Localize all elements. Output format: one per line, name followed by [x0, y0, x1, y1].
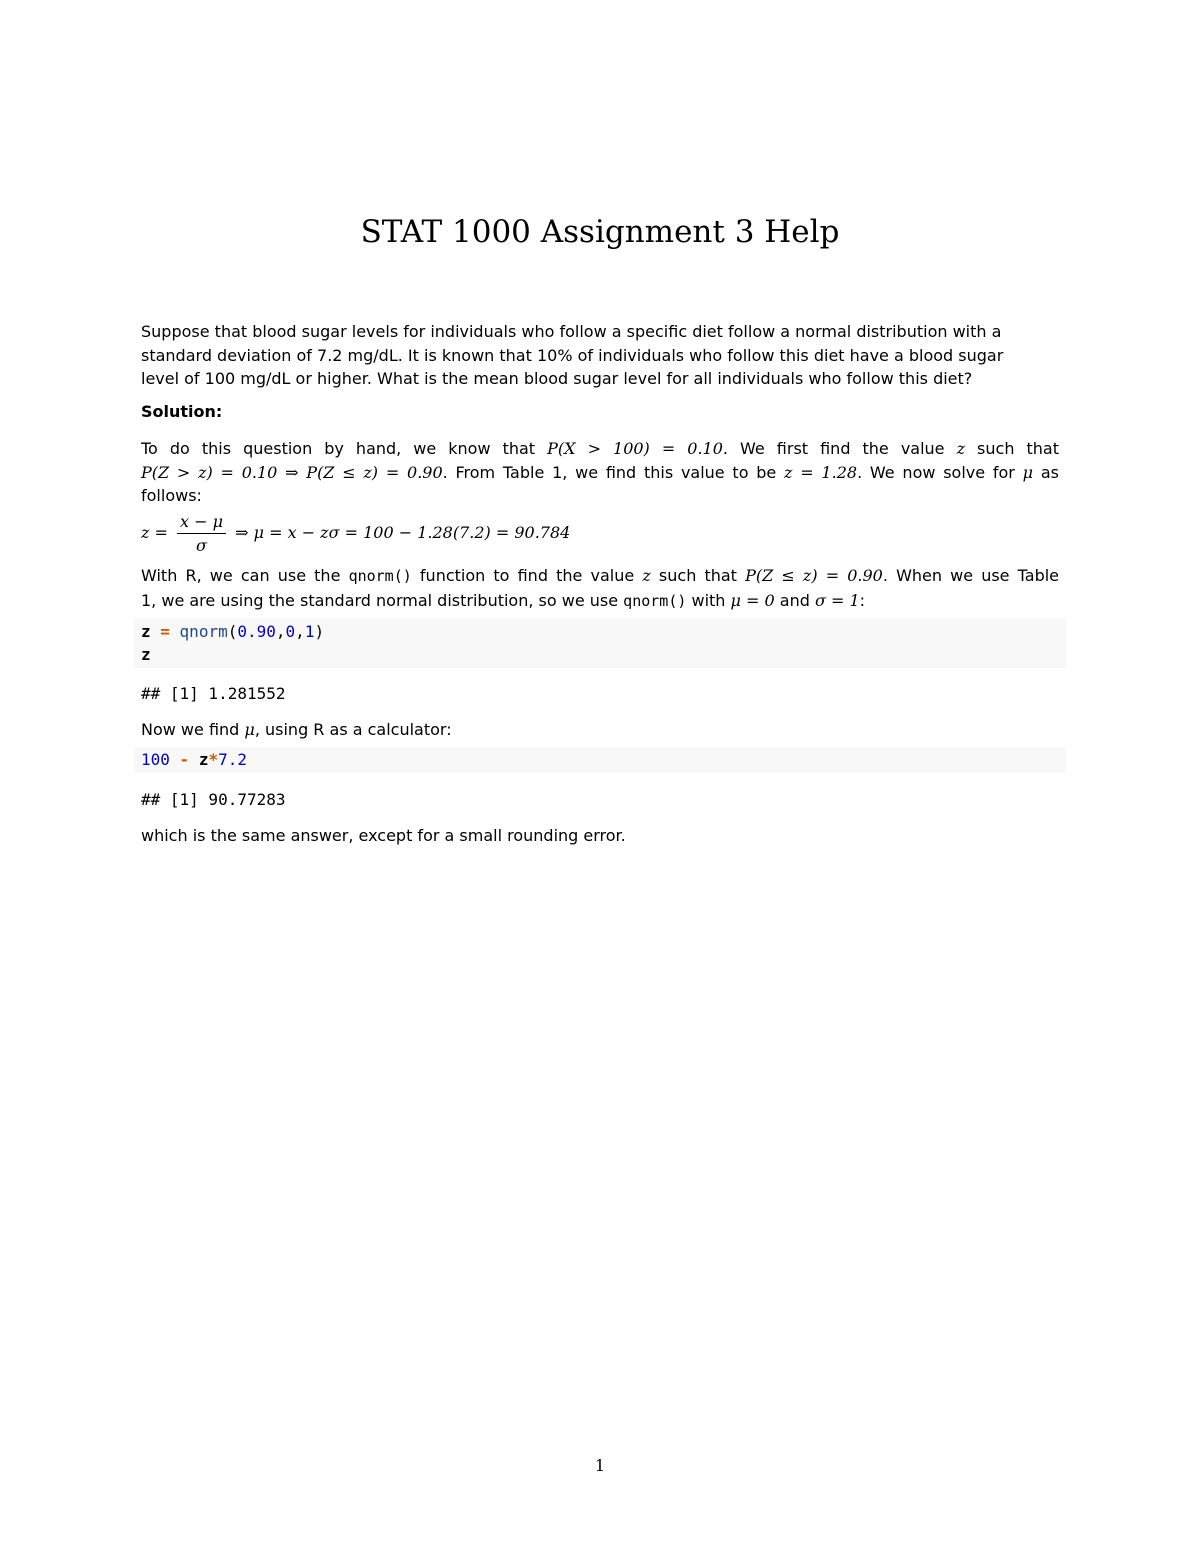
code-line: [134, 748, 1066, 771]
r-text: :: [859, 590, 866, 610]
code-number: 0: [285, 622, 296, 641]
code-output-2: ## [1] 90.77283: [141, 790, 286, 809]
r-paragraph: [141, 564, 1059, 613]
closing-sentence: which is the same answer, except for a small rounding error.: [141, 826, 626, 845]
code-operator: *: [208, 750, 219, 769]
math-expression: P(Z > z) = 0.10 ⇒ P(Z ≤ z) = 0.90: [141, 462, 443, 482]
math-expression: P(X > 100) = 0.10: [547, 439, 723, 458]
inline-code: qnorm(): [623, 591, 687, 610]
math-variable: z: [956, 439, 965, 458]
calculator-paragraph: [141, 718, 1059, 742]
code-number: 1: [304, 622, 315, 641]
code-number: 7.2: [218, 750, 247, 769]
r-text: . When we use Table: [882, 566, 1060, 585]
code-number: 0.90: [237, 622, 276, 641]
code-variable: z: [141, 622, 151, 641]
problem-line-1: Suppose that blood sugar levels for individuals who follow a specific diet follow a normal distribution with a: [141, 322, 1002, 341]
code-punct: (: [227, 622, 238, 641]
math-variable: μ: [244, 720, 255, 739]
code-variable: z: [141, 645, 151, 664]
code-punct: ,: [295, 622, 305, 641]
problem-line-2: standard deviation of 7.2 mg/dL. It is known that 10% of individuals who follow this diet have a blood sugar: [141, 345, 1004, 365]
fraction-numerator: x − μ: [177, 512, 226, 534]
code-number: 100: [141, 750, 170, 769]
page-number: 1: [594, 1456, 606, 1475]
solution-heading: Solution:: [141, 402, 223, 421]
solution-text: as: [1040, 462, 1059, 482]
code-line: [134, 620, 1066, 643]
code-punct: ): [314, 622, 325, 641]
code-operator: =: [150, 622, 180, 641]
math-expression: σ = 1: [814, 590, 860, 610]
r-text: With R, we can use the: [141, 566, 341, 585]
calc-text: , using R as a calculator:: [254, 720, 452, 739]
solution-paragraph: [141, 437, 1059, 508]
math-expression: μ = 0: [730, 590, 775, 610]
equation-rhs: ⇒ μ = x − zσ = 100 − 1.28(7.2) = 90.784: [235, 523, 571, 542]
fraction-denominator: σ: [196, 536, 207, 555]
code-block-qnorm: [134, 618, 1066, 668]
equation-lhs: z =: [141, 523, 168, 542]
solution-text: such that: [977, 439, 1059, 458]
solution-text: . From Table 1, we find this value to be: [442, 462, 777, 482]
r-text: such that: [658, 566, 737, 585]
code-block-calc: [134, 747, 1066, 773]
document-title: STAT 1000 Assignment 3 Help: [360, 214, 840, 250]
math-expression: P(Z ≤ z) = 0.90: [745, 566, 883, 585]
r-line-1: [141, 564, 1059, 589]
math-variable: μ: [1022, 462, 1034, 482]
solution-text: . We first find the value: [722, 439, 945, 458]
r-text: with: [691, 590, 726, 610]
problem-line-3: level of 100 mg/dL or higher. What is the mean blood sugar level for all individuals who follow this diet?: [141, 369, 973, 388]
solution-text: To do this question by hand, we know that: [141, 439, 536, 458]
equation-fraction: [177, 512, 226, 555]
code-function: qnorm: [179, 622, 228, 641]
solution-line-3: follows:: [141, 486, 202, 505]
problem-statement: [141, 320, 1059, 391]
solution-line-2: [141, 461, 1059, 485]
math-expression: z = 1.28: [784, 462, 858, 482]
code-punct: ,: [275, 622, 286, 641]
code-output-1: ## [1] 1.281552: [141, 684, 286, 703]
code-operator: -: [169, 750, 199, 769]
r-text: and: [779, 590, 810, 610]
r-text: function to find the value: [419, 566, 635, 585]
r-line-2: [141, 589, 1059, 614]
inline-code: qnorm(): [348, 567, 412, 585]
code-line: [134, 643, 1066, 666]
calc-text: Now we find: [141, 720, 240, 739]
solution-line-1: [141, 437, 1059, 461]
code-variable: z: [198, 750, 209, 769]
equation: [141, 512, 570, 555]
math-variable: z: [642, 566, 651, 585]
r-text: 1, we are using the standard normal distribution, so we use: [141, 590, 619, 610]
solution-text: . We now solve for: [857, 462, 1015, 482]
